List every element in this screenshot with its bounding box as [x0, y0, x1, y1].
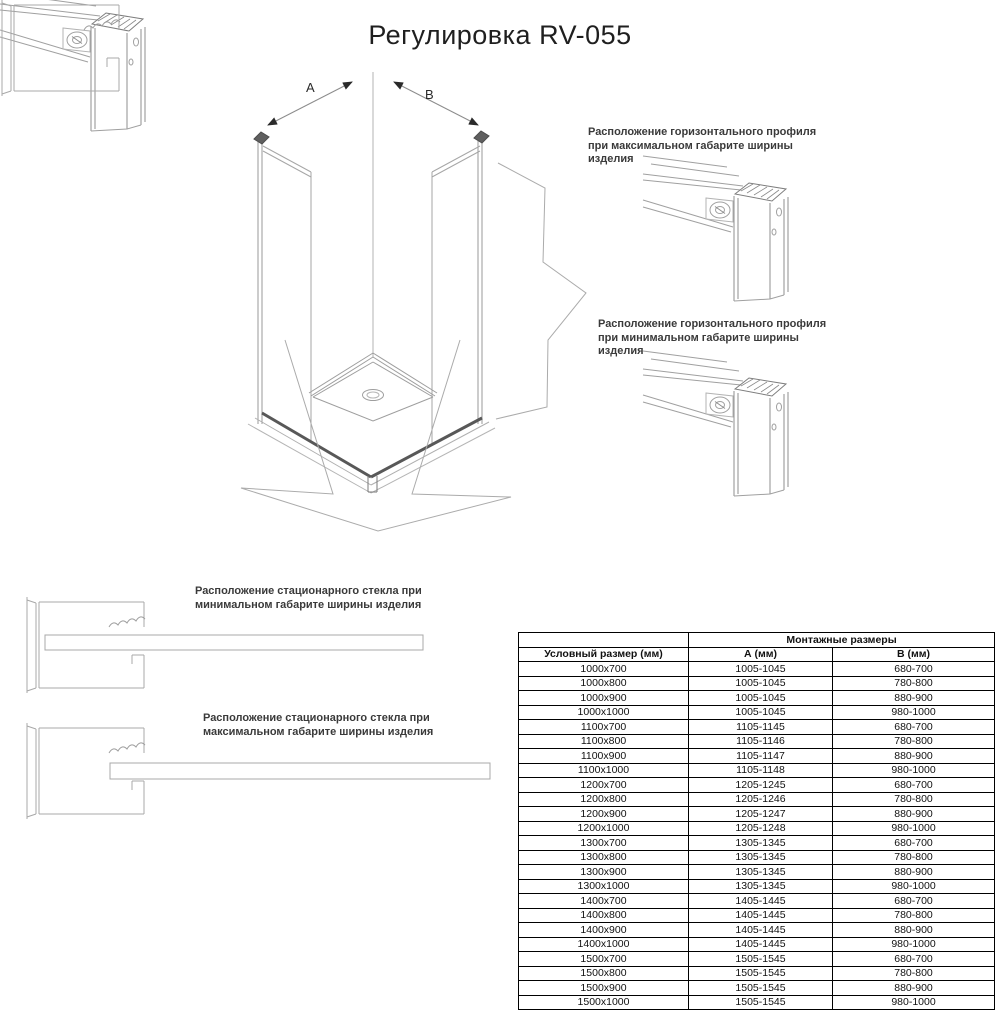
callout-stationary-glass-min: Расположение стационарного стекла при минимальном габарите ширины изделия: [195, 585, 422, 611]
table-row: [519, 981, 995, 996]
table-cell: 880-900: [833, 923, 995, 938]
table-cell: 1405-1445: [689, 894, 833, 909]
table-cell: 980-1000: [833, 763, 995, 778]
table-row: [519, 923, 995, 938]
table-cell: 1300x700: [519, 836, 689, 851]
table-cell: 1305-1345: [689, 836, 833, 851]
table-group-header-row: [519, 633, 995, 648]
table-cell: 1000x1000: [519, 705, 689, 720]
table-cell: 780-800: [833, 792, 995, 807]
table-cell: 1405-1445: [689, 923, 833, 938]
table-cell: 680-700: [833, 778, 995, 793]
table-row: [519, 763, 995, 778]
table-cell: 1505-1545: [689, 995, 833, 1010]
table-cell: 1100x700: [519, 720, 689, 735]
table-corner-cell: [519, 633, 689, 648]
table-cell: 680-700: [833, 720, 995, 735]
table-cell: 1500x900: [519, 981, 689, 996]
corner-detail-min: [643, 351, 788, 496]
table-cell: 780-800: [833, 850, 995, 865]
table-cell: 1405-1445: [689, 937, 833, 952]
table-cell: 1300x800: [519, 850, 689, 865]
table-cell: 880-900: [833, 749, 995, 764]
table-cell: 1200x700: [519, 778, 689, 793]
table-cell: 1500x1000: [519, 995, 689, 1010]
table-cell: 880-900: [833, 807, 995, 822]
callout-stationary-glass-max: Расположение стационарного стекла при максимальном габарите ширины изделия: [203, 712, 434, 738]
table-cell: 1105-1146: [689, 734, 833, 749]
table-cell: 780-800: [833, 908, 995, 923]
table-cell: 1200x800: [519, 792, 689, 807]
table-row: [519, 821, 995, 836]
table-row: [519, 879, 995, 894]
table-cell: 1005-1045: [689, 691, 833, 706]
table-cell: 680-700: [833, 894, 995, 909]
table-cell: 1400x1000: [519, 937, 689, 952]
page-title: Регулировка RV-055: [368, 20, 632, 50]
corner-detail-max: [643, 156, 788, 301]
table-cell: 1100x800: [519, 734, 689, 749]
table-cell: 1100x1000: [519, 763, 689, 778]
table-cell: 1000x900: [519, 691, 689, 706]
table-cell: 1305-1345: [689, 850, 833, 865]
table-header-row: [519, 647, 995, 662]
table-cell: 1400x700: [519, 894, 689, 909]
column-header-b: В (мм): [833, 647, 995, 662]
table-cell: 1005-1045: [689, 705, 833, 720]
table-cell: 1300x1000: [519, 879, 689, 894]
table-row: [519, 952, 995, 967]
isometric-enclosure: [248, 72, 495, 493]
stationary-glass-max: [110, 763, 490, 779]
table-cell: 1200x1000: [519, 821, 689, 836]
table-row: [519, 937, 995, 952]
table-cell: 1305-1345: [689, 879, 833, 894]
dimension-b-label: В: [425, 87, 434, 102]
table-cell: 1400x900: [519, 923, 689, 938]
table-group-header: Монтажные размеры: [689, 633, 995, 648]
table-row: [519, 734, 995, 749]
dimension-a-label: А: [306, 80, 315, 95]
table-cell: 1205-1246: [689, 792, 833, 807]
table-cell: 1405-1445: [689, 908, 833, 923]
table-row: [519, 705, 995, 720]
table-row: [519, 807, 995, 822]
callout-horizontal-profile-min: Расположение горизонтального профиля при минимальном габарите ширины изделия: [598, 318, 827, 357]
table-row: [519, 995, 995, 1010]
table-cell: 1000x800: [519, 676, 689, 691]
column-header-a: А (мм): [689, 647, 833, 662]
table-cell: 1205-1247: [689, 807, 833, 822]
table-cell: 780-800: [833, 966, 995, 981]
stationary-glass-min: [45, 635, 423, 650]
table-cell: 1205-1245: [689, 778, 833, 793]
table-cell: 980-1000: [833, 821, 995, 836]
table-cell: 980-1000: [833, 995, 995, 1010]
table-cell: 1400x800: [519, 908, 689, 923]
table-cell: 1000x700: [519, 662, 689, 677]
table-body: [519, 662, 995, 1010]
table-cell: 1305-1345: [689, 865, 833, 880]
callout-arrow-right: [496, 163, 586, 419]
table-cell: 980-1000: [833, 937, 995, 952]
table-cell: 1200x900: [519, 807, 689, 822]
table-cell: 1105-1147: [689, 749, 833, 764]
table-row: [519, 966, 995, 981]
table-cell: 1505-1545: [689, 952, 833, 967]
table-cell: 1105-1145: [689, 720, 833, 735]
table-cell: 880-900: [833, 981, 995, 996]
table-cell: 1500x700: [519, 952, 689, 967]
corner-detail: [0, 0, 145, 131]
table-row: [519, 894, 995, 909]
table-row: [519, 720, 995, 735]
table-cell: 1505-1545: [689, 966, 833, 981]
table-row: [519, 836, 995, 851]
table-cell: 880-900: [833, 691, 995, 706]
table-row: [519, 691, 995, 706]
table-cell: 880-900: [833, 865, 995, 880]
table-cell: 680-700: [833, 662, 995, 677]
table-row: [519, 778, 995, 793]
table-row: [519, 865, 995, 880]
table-cell: 1105-1148: [689, 763, 833, 778]
table-cell: 1300x900: [519, 865, 689, 880]
table-cell: 1505-1545: [689, 981, 833, 996]
callout-horizontal-profile-max: Расположение горизонтального профиля при максимальном габарите ширины изделия: [588, 126, 817, 165]
mounting-sizes-table: [518, 632, 995, 1010]
table-row: [519, 662, 995, 677]
table-row: [519, 850, 995, 865]
table-cell: 1100x900: [519, 749, 689, 764]
table-cell: 780-800: [833, 734, 995, 749]
table-cell: 980-1000: [833, 879, 995, 894]
column-header-size: Условный размер (мм): [519, 647, 689, 662]
table-row: [519, 908, 995, 923]
table-cell: 1005-1045: [689, 676, 833, 691]
table-cell: 780-800: [833, 676, 995, 691]
callout-arrow-down: [241, 340, 511, 531]
table-cell: 1205-1248: [689, 821, 833, 836]
table-cell: 1500x800: [519, 966, 689, 981]
table-cell: 680-700: [833, 952, 995, 967]
table-row: [519, 676, 995, 691]
table-row: [519, 749, 995, 764]
table-cell: 980-1000: [833, 705, 995, 720]
table-row: [519, 792, 995, 807]
table-cell: 680-700: [833, 836, 995, 851]
table-cell: 1005-1045: [689, 662, 833, 677]
